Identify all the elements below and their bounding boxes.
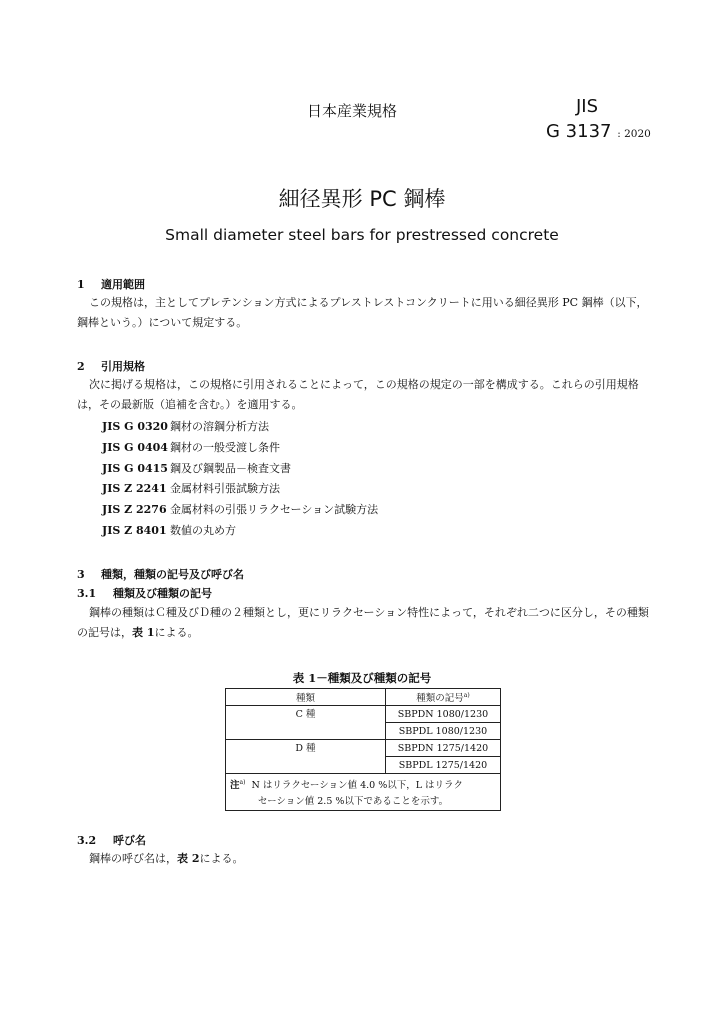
table-2-reference: 表 2	[177, 852, 200, 865]
table-note-row	[226, 774, 501, 811]
reference-code: JIS Z 8401	[102, 523, 167, 537]
reference-item	[102, 459, 378, 480]
standard-year: : 2020	[617, 128, 651, 140]
reference-code: JIS Z 2276	[102, 503, 167, 517]
reference-title: 鋼及び鋼製品－検査文書	[170, 461, 291, 475]
page-subtitle-english: Small diameter steel bars for prestressed concrete	[165, 226, 559, 244]
table-cell-code: SBPDL 1080/1230	[386, 723, 501, 740]
reference-title: 数値の丸め方	[170, 523, 236, 537]
reference-code: JIS G 0415	[102, 461, 168, 475]
section-3-2-text-pre: 鋼棒の呼び名は，	[89, 852, 177, 865]
section-3-1-body	[77, 603, 649, 643]
section-3-1-title: 種類及び種類の記号	[113, 587, 212, 600]
reference-title: 鋼材の一般受渡し条件	[170, 440, 280, 454]
table-note-mark: a)	[239, 779, 246, 787]
table-note-label: 注	[230, 780, 240, 792]
reference-code: JIS G 0404	[102, 440, 168, 454]
page-title: 細径異形 PC 鋼棒	[278, 187, 446, 211]
table-cell-kind: C 種	[226, 706, 386, 740]
reference-list	[102, 417, 378, 542]
section-2-body	[77, 375, 649, 415]
section-3-number: 3	[77, 568, 85, 581]
section-3-1-text-post: による。	[154, 626, 199, 639]
section-3-1-number: 3.1	[77, 587, 97, 600]
table-cell-kind: D 種	[226, 740, 386, 774]
reference-code: JIS Z 2241	[102, 482, 167, 496]
table-header-code	[386, 689, 501, 706]
section-1-title: 適用範囲	[101, 278, 145, 291]
section-3-2-heading	[77, 832, 146, 848]
section-1-heading	[77, 276, 145, 292]
section-3-title: 種類，種類の記号及び呼び名	[101, 568, 244, 581]
standard-number-code: G 3137	[546, 121, 612, 142]
table-cell-code: SBPDL 1275/1420	[386, 757, 501, 774]
reference-item	[102, 521, 378, 542]
reference-item	[102, 417, 378, 438]
section-2-heading	[77, 358, 145, 374]
table-1-caption: 表 1－種類及び種類の記号	[292, 671, 432, 685]
standard-number	[546, 121, 651, 142]
reference-title: 金属材料引張試験方法	[170, 482, 280, 496]
section-3-2-text-post: による。	[199, 852, 244, 865]
section-1-text: この規格は，主としてプレテンション方式によるプレストレストコンクリートに用いる細径異形 PC 鋼棒（以下，鋼棒という。）について規定する。	[77, 296, 648, 329]
table-note-line-2: セーション値 2.5 %以下であることを示す。	[258, 795, 449, 807]
reference-code: JIS G 0320	[102, 420, 168, 433]
section-3-2-text	[77, 849, 649, 869]
table-cell-code: SBPDN 1275/1420	[386, 740, 501, 757]
table-header-row	[226, 689, 501, 706]
section-3-2-body	[77, 849, 649, 869]
section-2-title: 引用規格	[101, 360, 145, 373]
section-3-2-title: 呼び名	[113, 834, 146, 847]
table-note	[226, 774, 501, 811]
section-3-2-number: 3.2	[77, 834, 97, 847]
table-1-reference: 表 1	[132, 626, 155, 639]
reference-item	[102, 438, 378, 459]
section-3-1-heading	[77, 585, 212, 601]
section-2-text: 次に掲げる規格は，この規格に引用されることによって，この規格の規定の一部を構成する。これらの引用規格は，その最新版（追補を含む。）を適用する。	[77, 378, 639, 411]
table-header-code-label: 種類の記号	[416, 693, 464, 704]
section-3-1-text-pre: 鋼棒の種類はＣ種及びＤ種の２種類とし，更にリラクセーション特性によって，それぞれ二つに区分し，その種類の記号は，	[77, 606, 649, 639]
reference-item	[102, 500, 378, 521]
reference-title: 金属材料の引張リラクセーション試験方法	[170, 503, 379, 517]
table-cell-code: SBPDN 1080/1230	[386, 706, 501, 723]
section-1-body	[77, 293, 649, 333]
reference-title: 鋼材の溶鋼分析方法	[170, 420, 269, 433]
jis-label: JIS	[576, 96, 599, 117]
section-1-number: 1	[77, 278, 85, 291]
section-3-1-text	[77, 603, 649, 643]
table-row	[226, 740, 501, 757]
reference-item	[102, 479, 378, 500]
standard-name: 日本産業規格	[307, 102, 398, 120]
table-header-footnote-mark: a)	[463, 691, 470, 699]
section-3-heading	[77, 566, 244, 582]
table-1	[225, 688, 501, 811]
table-row	[226, 706, 501, 723]
section-2-number: 2	[77, 360, 85, 373]
table-note-line-1: N はリラクセーション値 4.0 %以下，L はリラク	[251, 780, 464, 792]
table-header-kind: 種類	[226, 689, 386, 706]
